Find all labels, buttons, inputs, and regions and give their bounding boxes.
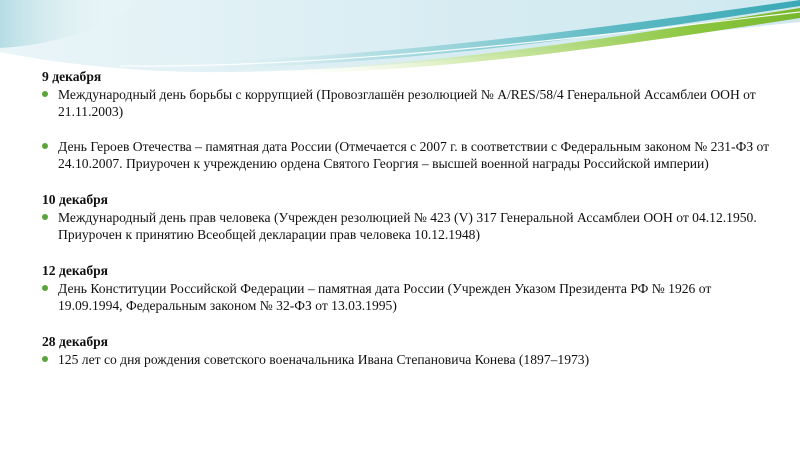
list-item-text: День Героев Отечества – памятная дата России (Отмечается с 2007 г. в соответствии с Федеральным законом № 231-ФЗ от 24.10.2007. Приурочен к учреждению ордена Святого Георгия – высшей военной награды Российской империи) — [58, 139, 770, 171]
date-section — [42, 191, 772, 243]
list-item — [42, 280, 772, 314]
date-section — [42, 262, 772, 314]
list-item — [42, 86, 772, 120]
list-item — [42, 138, 772, 172]
list-item-text: 125 лет со дня рождения советского военачальника Ивана Степановича Конева (1897–1973) — [58, 352, 590, 367]
list-item — [42, 209, 772, 243]
date-heading: 9 декабря — [42, 69, 102, 84]
bullet-icon — [42, 214, 48, 220]
date-heading: 10 декабря — [42, 192, 109, 207]
list-item-text: Международный день борьбы с коррупцией (Провозглашён резолюцией № A/RES/58/4 Генеральной Ассамблеи ООН от 21.11.2003) — [58, 87, 756, 119]
bullet-icon — [42, 356, 48, 362]
date-section — [42, 68, 772, 172]
date-section — [42, 333, 772, 368]
bullet-icon — [42, 91, 48, 97]
bullet-icon — [42, 285, 48, 291]
calendar-content — [42, 68, 772, 387]
list-item — [42, 351, 772, 368]
date-heading: 12 декабря — [42, 263, 109, 278]
list-item-text: День Конституции Российской Федерации – памятная дата России (Учрежден Указом Президента РФ № 1926 от 19.09.1994, Федеральным законом № 32-ФЗ от 13.03.1995) — [58, 281, 712, 313]
list-item-text: Международный день прав человека (Учрежден резолюцией № 423 (V) 317 Генеральной Ассамблеи ООН от 04.12.1950. Приурочен к принятию Всеобщей декларации прав человека 10.12.1948) — [58, 210, 757, 242]
date-heading: 28 декабря — [42, 334, 109, 349]
bullet-icon — [42, 143, 48, 149]
